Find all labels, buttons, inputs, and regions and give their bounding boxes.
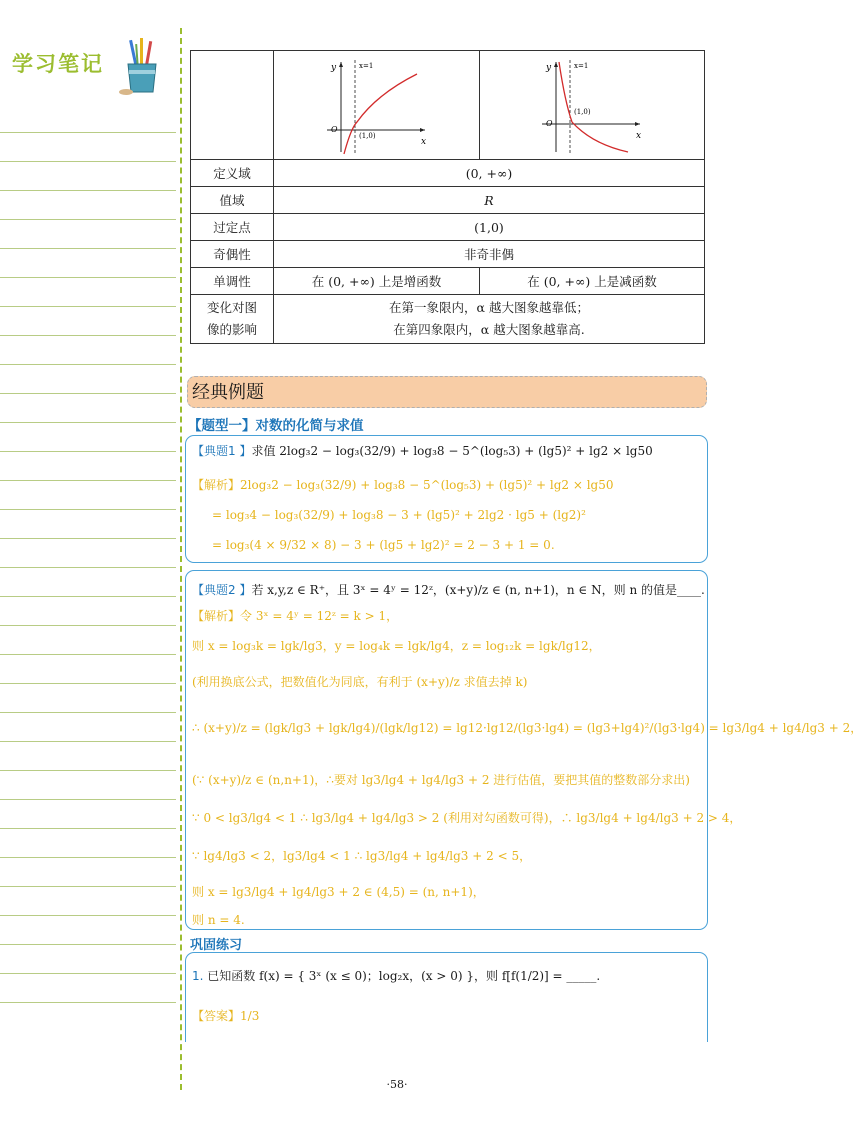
practice-question: 已知函数 f(x) = { 3ˣ (x ≤ 0)；log₂x，(x > 0) }，则 f[f(1/2)] = _____. [207, 969, 601, 983]
note-line [0, 973, 176, 974]
fixed-point-label: (1,0) [358, 131, 376, 140]
solution-tag: 【解析】 [192, 478, 241, 492]
type-heading: 【题型一】对数的化简与求值 [188, 418, 364, 434]
solution-line: ∵ 0 < lg3/lg4 < 1 ∴ lg3/lg4 + lg4/lg3 > 2 (利用对勾函数可得)，∴ lg3/lg4 + lg4/lg3 + 2 > 4， [192, 811, 742, 825]
note-line [0, 915, 176, 916]
log-function-properties-table [190, 50, 705, 344]
solution-tag: 【解析】 [192, 609, 241, 623]
sidebar-title: 学习笔记 [12, 52, 104, 76]
note-line [0, 277, 176, 278]
practice-box-1 [185, 952, 708, 1042]
origin-label: O [330, 124, 338, 134]
graph-decreasing [532, 52, 652, 156]
example-question: 若 x,y,z ∈ R⁺，且 3ˣ = 4ʸ = 12ᶻ，(x+y)/z ∈ (n, n+1)，n ∈ N，则 n 的值是____. [251, 583, 705, 597]
note-line [0, 770, 176, 771]
x-axis-label: x [636, 130, 642, 141]
note-line [0, 219, 176, 220]
note-line [0, 799, 176, 800]
solution-line: 则 x = log₃k = lgk/lg3，y = log₄k = lgk/lg4，z = log₁₂k = lgk/lg12， [192, 639, 601, 653]
table-row: 值域 R [191, 187, 705, 214]
note-line [0, 857, 176, 858]
note-line [0, 538, 176, 539]
note-line [0, 190, 176, 191]
solution-line: = log₃(4 × 9/32 × 8) − 3 + (lg5 + lg2)² = 2 − 3 + 1 = 0. [212, 538, 555, 552]
note-line [0, 567, 176, 568]
solution-line: (利用换底公式，把数值化为同底，有利于 (x+y)/z 求值去掉 k) [192, 675, 528, 689]
note-line [0, 683, 176, 684]
table-row: 奇偶性 非奇非偶 [191, 241, 705, 268]
note-line [0, 393, 176, 394]
note-line [0, 625, 176, 626]
table-row: 变化对图 像的影响 在第一象限内，α 越大图象越靠低； 在第四象限内，α 越大图象越靠高. [191, 295, 705, 344]
solution-line: 2log₃2 − log₃(32/9) + log₃8 − 5^(log₅3) + (lg5)² + lg2 × lg50 [240, 478, 614, 492]
answer-value: 1/3 [240, 1009, 260, 1023]
solution-line: ∵ lg4/lg3 < 2，lg3/lg4 < 1 ∴ lg3/lg4 + lg4/lg3 + 2 < 5， [192, 849, 532, 863]
margin-divider [180, 28, 182, 1090]
fixed-point-label: (1,0) [574, 107, 591, 116]
note-line [0, 944, 176, 945]
question-number: 1. [192, 969, 204, 983]
answer-tag: 【答案】 [192, 1009, 241, 1023]
note-line [0, 364, 176, 365]
example-tag: 【典题1 】 [192, 444, 252, 458]
note-line [0, 480, 176, 481]
page-number: ·58· [386, 1078, 408, 1091]
table-row: 定义域 (0, +∞) [191, 160, 705, 187]
solution-line: 则 x = lg3/lg4 + lg4/lg3 + 2 ∈ (4,5) = (n, n+1)， [192, 885, 485, 899]
note-line [0, 828, 176, 829]
note-line [0, 741, 176, 742]
asymptote-label: x=1 [574, 61, 589, 70]
table-row: 单调性 在 (0, +∞) 上是增函数 在 (0, +∞) 上是减函数 [191, 268, 705, 295]
origin-label: O [546, 118, 553, 128]
solution-line: (∵ (x+y)/z ∈ (n,n+1)，∴要对 lg3/lg4 + lg4/lg3 + 2 进行估值，要把其值的整数部分求出) [192, 773, 690, 787]
note-line [0, 1002, 176, 1003]
note-line [0, 654, 176, 655]
note-line [0, 422, 176, 423]
note-line [0, 509, 176, 510]
pencil-cup-icon [118, 36, 166, 96]
note-line [0, 248, 176, 249]
solution-line: ∴ (x+y)/z = (lgk/lg3 + lgk/lg4)/(lgk/lg12) = lg12·lg12/(lg3·lg4) = (lg3+lg4)²/(lg3·lg4) = lg3/lg4 + lg4/lg3 + 2， [192, 721, 862, 735]
solution-line: 则 n = 4. [192, 913, 245, 927]
example-box-1 [185, 435, 708, 563]
note-line [0, 161, 176, 162]
solution-line: = log₃4 − log₃(32/9) + log₃8 − 3 + (lg5)² + 2lg2 · lg5 + (lg2)² [212, 508, 586, 522]
note-line [0, 451, 176, 452]
note-line [0, 132, 176, 133]
example-tag: 【典题2 】 [192, 583, 252, 597]
section-title: 经典例题 [187, 376, 707, 408]
practice-heading: 巩固练习 [190, 938, 243, 953]
note-line [0, 596, 176, 597]
example-box-2 [185, 570, 862, 930]
graph-increasing-cell [274, 51, 480, 160]
example-question: 求值 2log₃2 − log₃(32/9) + log₃8 − 5^(log₅3) + (lg5)² + lg2 × lg50 [251, 444, 653, 458]
note-line [0, 335, 176, 336]
graph-decreasing-cell [480, 51, 705, 160]
graph-increasing [317, 52, 437, 156]
note-line [0, 886, 176, 887]
x-axis-label: x [420, 136, 426, 147]
table-row: 过定点 (1,0) [191, 214, 705, 241]
y-axis-label: y [330, 62, 336, 73]
y-axis-label: y [546, 62, 552, 73]
solution-line: 令 3ˣ = 4ʸ = 12ᶻ = k > 1， [240, 609, 399, 623]
asymptote-label: x=1 [358, 61, 373, 70]
note-line [0, 712, 176, 713]
note-line [0, 306, 176, 307]
